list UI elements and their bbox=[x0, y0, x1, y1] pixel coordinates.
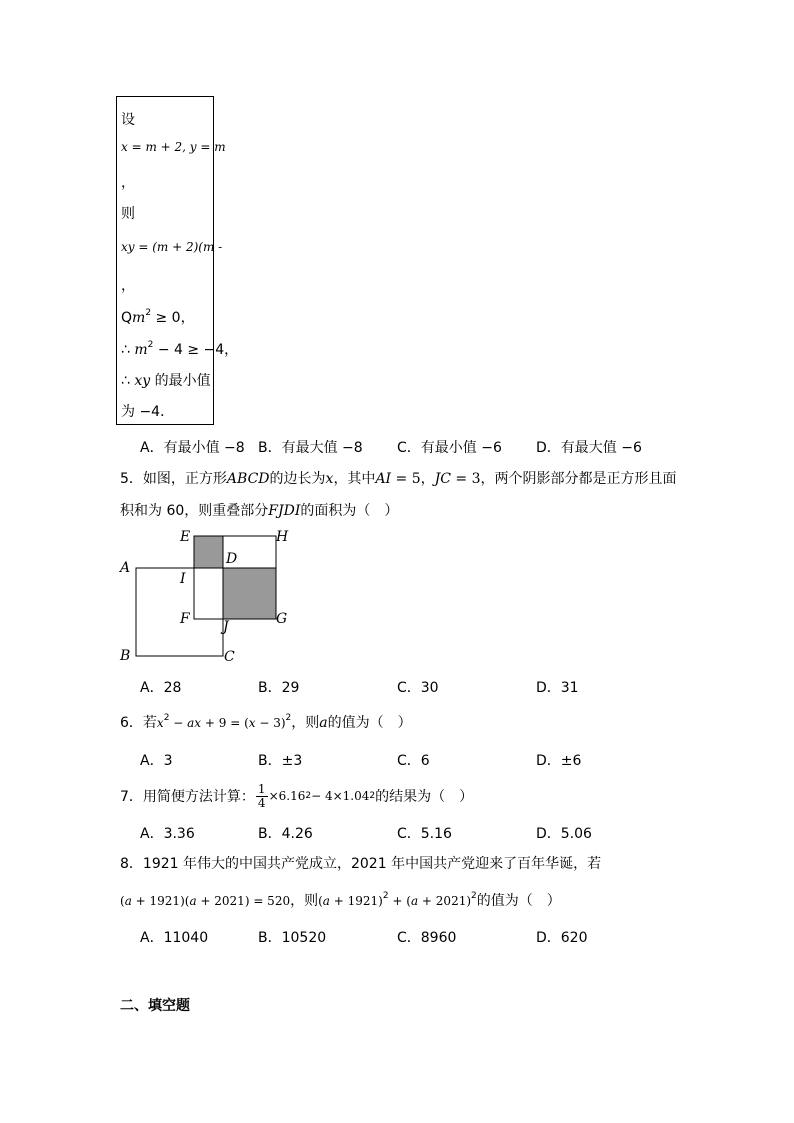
label-f: F bbox=[180, 611, 190, 627]
therefore-glyph: ∴ bbox=[121, 373, 135, 389]
q5-text: ，两个阴影部分都是正方形且面 bbox=[480, 471, 677, 487]
q5-text: 5．如图，正方形 bbox=[120, 471, 227, 487]
q8-option-b: B．10520 bbox=[258, 930, 327, 946]
q7-stem bbox=[120, 779, 473, 813]
var-a: a bbox=[322, 894, 330, 908]
shaded-square-small bbox=[194, 536, 223, 568]
op: + 2021) bbox=[418, 894, 472, 908]
q5-option-d: D．31 bbox=[536, 680, 579, 696]
q8-option-d: D．620 bbox=[536, 930, 588, 946]
box-line-6: ， bbox=[121, 278, 135, 294]
exp: 2 bbox=[369, 791, 376, 801]
q5-text: ，其中 bbox=[333, 471, 376, 487]
q5-line-1 bbox=[120, 468, 677, 488]
box-line-2: x = m + 2, y = m bbox=[121, 140, 226, 154]
q4-option-d: D．有最大值 −6 bbox=[536, 440, 642, 456]
exp: 2 bbox=[147, 340, 154, 350]
var-a: a bbox=[187, 716, 195, 730]
box-line-9 bbox=[121, 370, 211, 390]
ineq-text: ≥ 0， bbox=[151, 310, 195, 326]
op: + 1921)( bbox=[131, 894, 190, 908]
box-line-1: 设 bbox=[121, 112, 135, 128]
q7-option-b: B．4.26 bbox=[258, 826, 313, 842]
q5-jc: JC bbox=[434, 471, 451, 487]
op: + 9 = ( bbox=[201, 716, 249, 730]
q6-text: ，则 bbox=[291, 715, 320, 731]
q5-text: 的面积为（ ） bbox=[300, 503, 399, 519]
box-line-3: ， bbox=[121, 175, 135, 191]
var-a: a bbox=[410, 894, 419, 908]
frac-den: 4 bbox=[257, 795, 266, 810]
q4-option-a: A．有最小值 −8 bbox=[140, 440, 245, 456]
label-e: E bbox=[180, 529, 191, 545]
q5-text: ， bbox=[420, 471, 435, 487]
op: ( bbox=[120, 894, 125, 908]
q8-text: ，则 bbox=[290, 893, 319, 909]
var-x: x bbox=[248, 716, 256, 730]
q8-line-1: 8．1921 年伟大的中国共产党成立，2021 年中国共产党迎来了百年华诞，若 bbox=[120, 856, 602, 872]
op: ( bbox=[318, 894, 323, 908]
q5-text: 的边长为 bbox=[269, 471, 326, 487]
var-x: x bbox=[194, 716, 202, 730]
var-a: a bbox=[319, 715, 328, 731]
q8-option-c: C．8960 bbox=[397, 930, 457, 946]
q6-text: 的值为（ ） bbox=[327, 715, 412, 731]
exp: 2 bbox=[163, 713, 170, 723]
op: + 1921) bbox=[329, 894, 383, 908]
q5-figure bbox=[110, 525, 300, 670]
box-line-7 bbox=[121, 307, 195, 327]
q7-option-c: C．5.16 bbox=[397, 826, 452, 842]
q5-option-b: B．29 bbox=[258, 680, 300, 696]
q5-fjdi: FJDI bbox=[268, 503, 301, 519]
exp: 2 bbox=[471, 891, 477, 901]
q6-option-b: B．±3 bbox=[258, 753, 303, 769]
q8-option-a: A．11040 bbox=[140, 930, 209, 946]
op: − 3) bbox=[255, 716, 286, 730]
therefore-glyph: Q bbox=[121, 310, 133, 326]
q6-stem bbox=[120, 712, 412, 732]
box-line-5: xy = (m + 2)(m - bbox=[121, 240, 223, 254]
label-c: C bbox=[224, 649, 235, 665]
q5-line-2 bbox=[120, 500, 398, 520]
var-m: m bbox=[134, 342, 148, 358]
op: + ( bbox=[388, 894, 411, 908]
label-b: B bbox=[120, 648, 131, 664]
q5-x: x bbox=[325, 471, 334, 487]
var-a: a bbox=[124, 894, 132, 908]
label-g: G bbox=[276, 611, 288, 627]
exp: 2 bbox=[285, 713, 292, 723]
exp: 2 bbox=[382, 891, 389, 901]
q7-option-d: D．5.06 bbox=[536, 826, 592, 842]
var-a: a bbox=[189, 894, 197, 908]
therefore-glyph: ∴ bbox=[121, 342, 135, 358]
q5-option-c: C．30 bbox=[397, 680, 439, 696]
label-d: D bbox=[226, 551, 238, 567]
q8-text: 的值为（ ） bbox=[476, 893, 561, 909]
box-line-10: 为 −4． bbox=[121, 404, 175, 420]
min-text: 的最小值 bbox=[150, 373, 211, 389]
var-m: m bbox=[132, 310, 146, 326]
frac-num: 1 bbox=[257, 781, 266, 796]
q7-text: 的结果为（ ） bbox=[375, 789, 474, 805]
q5-eq: = 5 bbox=[391, 471, 421, 487]
exp: 2 bbox=[145, 308, 152, 318]
q5-abcd: ABCD bbox=[226, 471, 270, 487]
q5-text: 积和为 60，则重叠部分 bbox=[120, 503, 269, 519]
q4-option-c: C．有最小值 −6 bbox=[397, 440, 502, 456]
q7-expr: − 4×1.04 bbox=[311, 789, 370, 803]
exp: 2 bbox=[305, 791, 312, 801]
q6-option-d: D．±6 bbox=[536, 753, 582, 769]
q4-option-b: B．有最大值 −8 bbox=[258, 440, 363, 456]
section-heading-fill-in: 二、填空题 bbox=[120, 998, 190, 1014]
q7-option-a: A．3.36 bbox=[140, 826, 195, 842]
box-line-4: 则 bbox=[121, 206, 135, 222]
solution-box bbox=[116, 96, 239, 425]
q8-line-2 bbox=[120, 890, 561, 910]
label-i: I bbox=[180, 571, 186, 587]
label-h: H bbox=[276, 529, 289, 545]
q5-option-a: A．28 bbox=[140, 680, 182, 696]
q6-text: 6．若 bbox=[120, 715, 157, 731]
q5-ai: AI bbox=[375, 471, 392, 487]
ineq-text: − 4 ≥ −4， bbox=[153, 342, 239, 358]
op: + 2021) = 520 bbox=[196, 894, 291, 908]
var-xy: xy bbox=[134, 373, 151, 389]
q7-text: 7．用简便方法计算： bbox=[120, 789, 255, 805]
shaded-square-large bbox=[223, 568, 276, 619]
q7-expr: ×6.16 bbox=[268, 789, 306, 803]
op: − bbox=[169, 716, 188, 730]
var-x: x bbox=[156, 716, 164, 730]
box-line-8 bbox=[121, 339, 238, 359]
q6-option-a: A．3 bbox=[140, 753, 173, 769]
label-a: A bbox=[120, 560, 131, 576]
q5-eq: = 3 bbox=[450, 471, 481, 487]
q6-option-c: C．6 bbox=[397, 753, 430, 769]
fraction-one-quarter bbox=[256, 783, 268, 810]
label-j: J bbox=[223, 619, 229, 635]
